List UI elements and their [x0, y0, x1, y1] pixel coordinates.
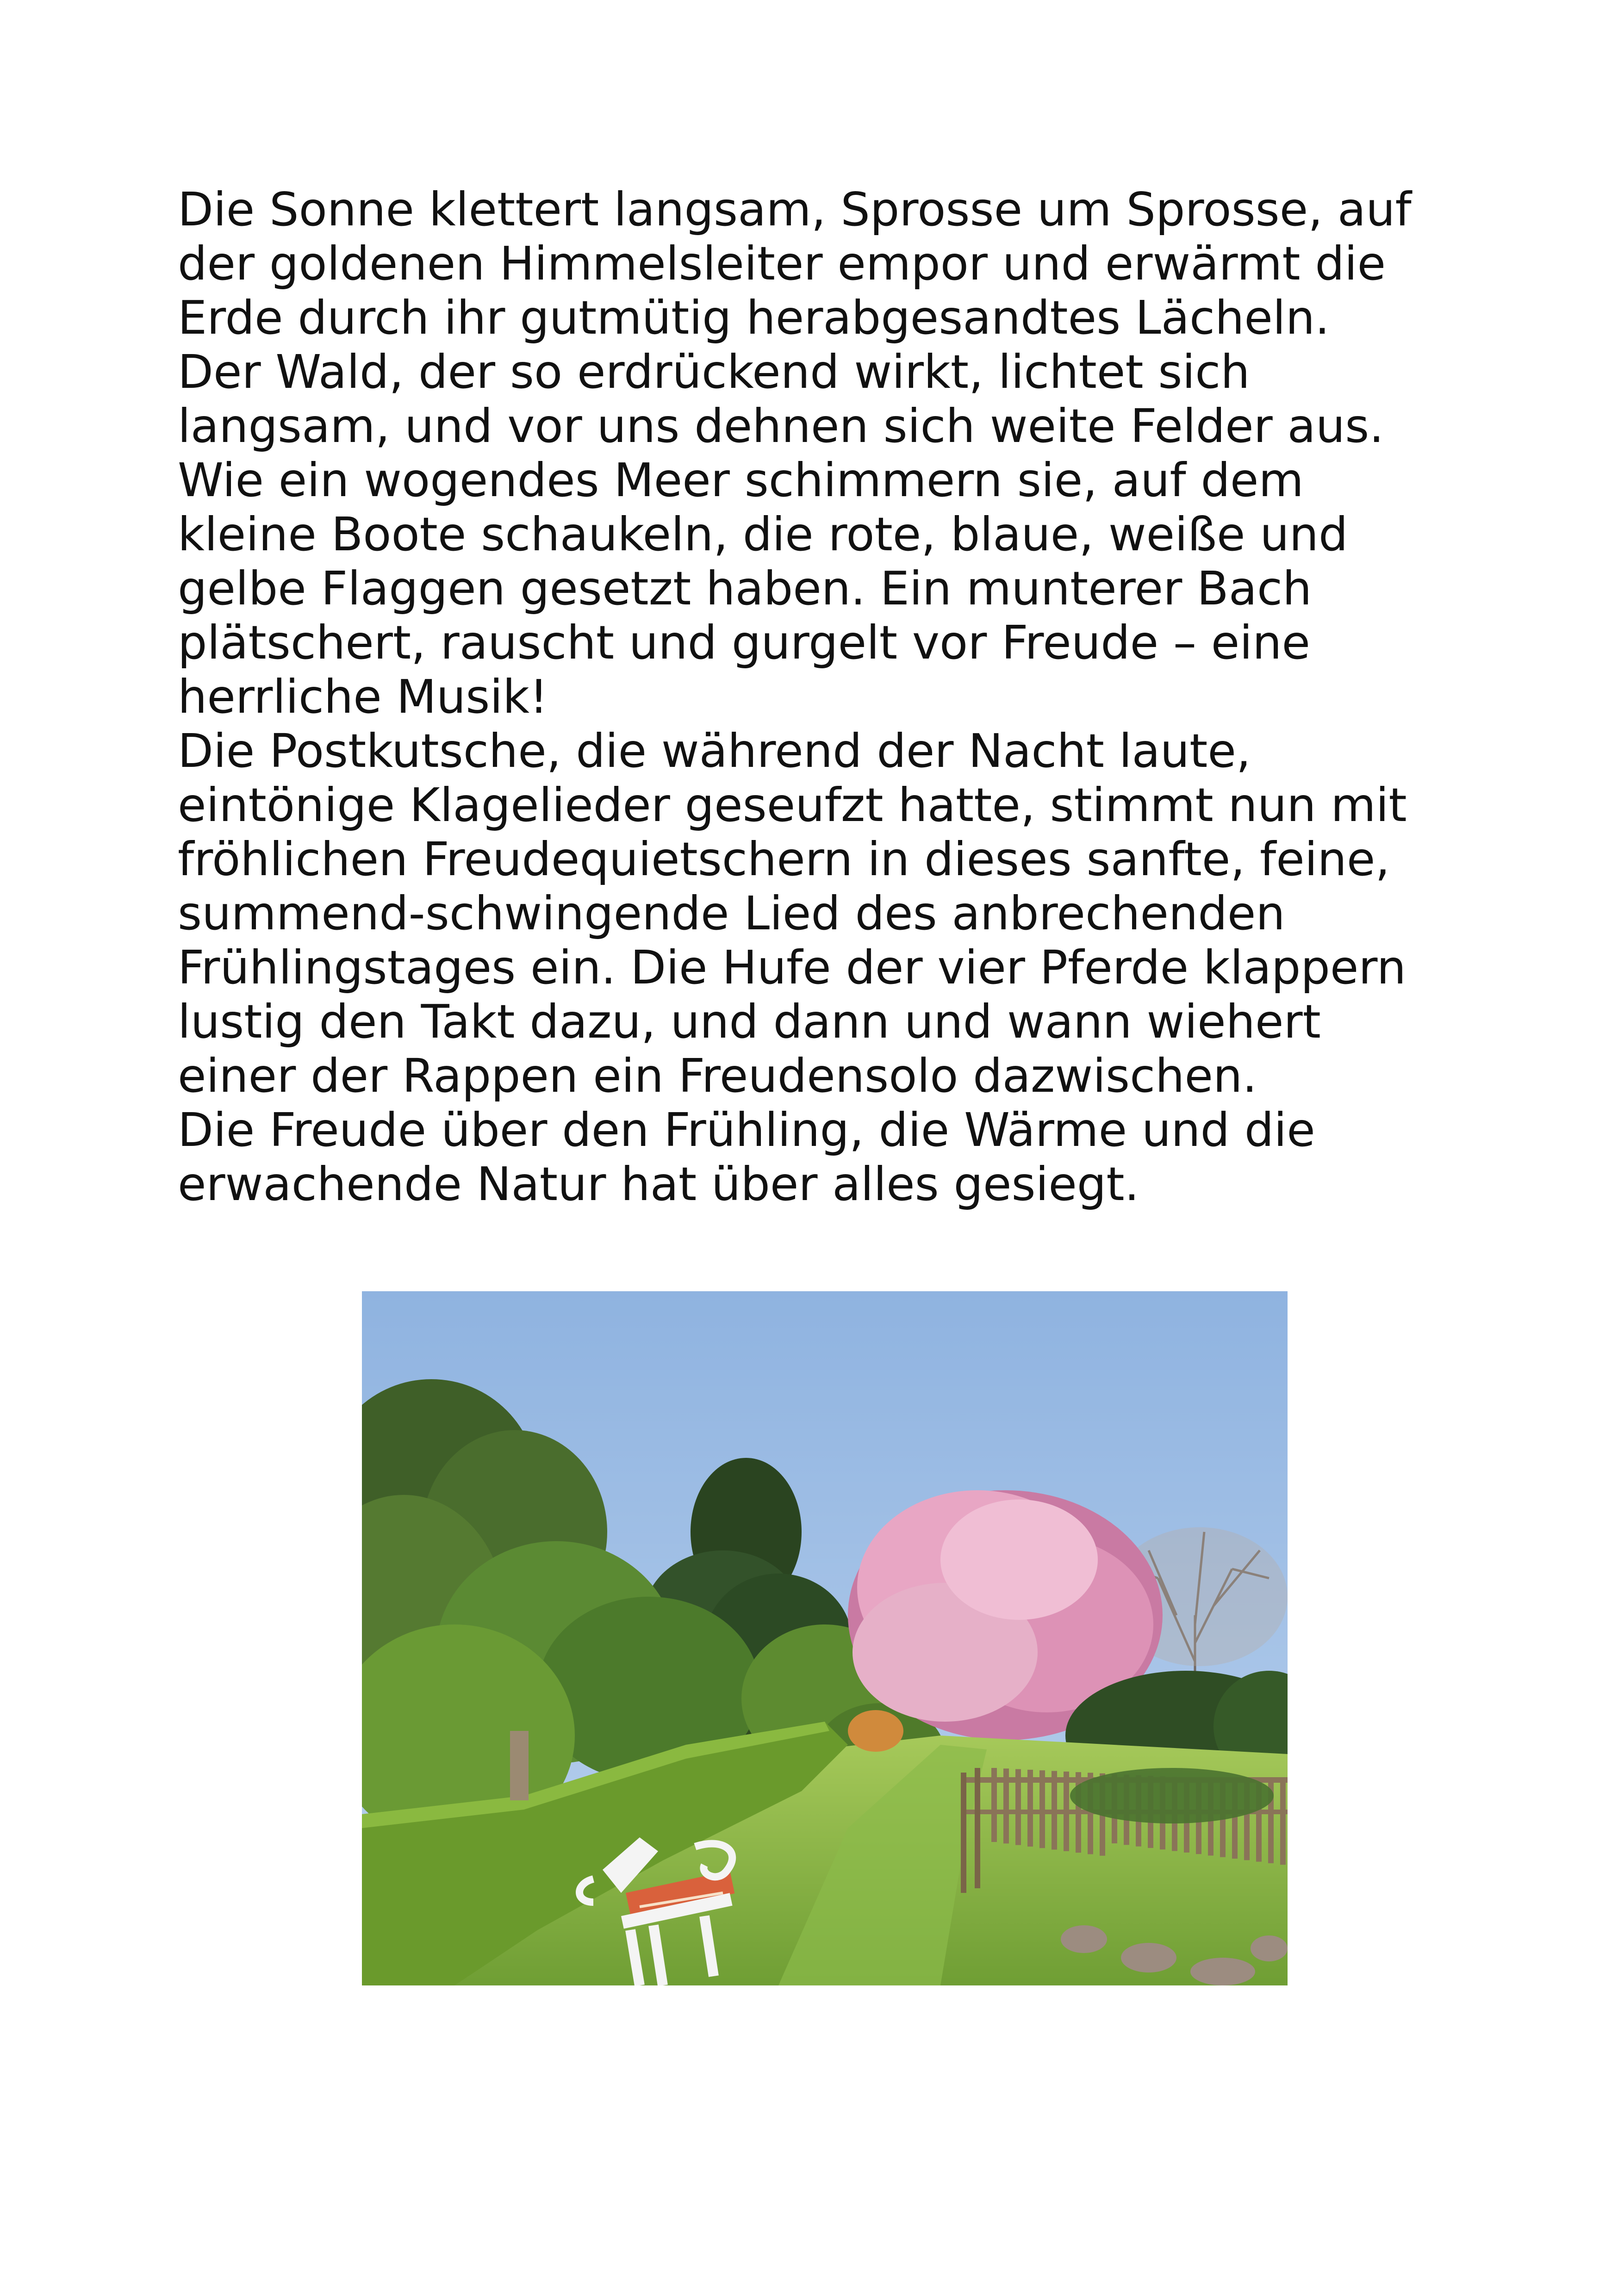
fence-picket: [1280, 1782, 1286, 1865]
text-line: eintönige Klagelieder geseufzt hatte, stimmt nun mit: [178, 778, 1407, 832]
fence-picket: [1015, 1769, 1021, 1845]
text-line: plätschert, rauscht und gurgelt vor Freude – eine: [178, 616, 1310, 670]
fence-picket: [1064, 1772, 1069, 1851]
text-line: Der Wald, der so erdrückend wirkt, lichtet sich: [178, 345, 1250, 399]
fence-picket: [1027, 1770, 1033, 1847]
fence-picket: [1039, 1770, 1045, 1848]
text-line: summend-schwingende Lied des anbrechenden: [178, 886, 1285, 940]
text-line: fröhlichen Freudequietschern in dieses sanfte, feine,: [178, 832, 1390, 886]
text-line: Die Postkutsche, die während der Nacht laute,: [178, 724, 1251, 778]
fence-picket: [991, 1768, 997, 1842]
text-line: erwachende Natur hat über alles gesiegt.: [178, 1157, 1139, 1211]
gate-post: [510, 1731, 529, 1800]
fence-picket: [1052, 1771, 1057, 1850]
text-line: der goldenen Himmelsleiter empor und erwärmt die: [178, 236, 1386, 291]
text-line: einer der Rappen ein Freudensolo dazwischen.: [178, 1049, 1257, 1103]
text-line: Die Sonne klettert langsam, Sprosse um Sprosse, auf: [178, 182, 1412, 236]
body-text: [178, 182, 1437, 1211]
fence-picket: [1003, 1768, 1009, 1843]
text-line: Wie ein wogendes Meer schimmern sie, auf dem: [178, 453, 1304, 507]
text-line: kleine Boote schaukeln, die rote, blaue, weiße und: [178, 507, 1348, 561]
text-line: langsam, und vor uns dehnen sich weite Felder aus.: [178, 399, 1384, 453]
text-line: Die Freude über den Frühling, die Wärme und die: [178, 1103, 1315, 1157]
garden-photo: [362, 1291, 1288, 1985]
flower-bush: [848, 1710, 903, 1752]
text-line: herrliche Musik!: [178, 670, 548, 724]
text-line: gelbe Flaggen gesetzt haben. Ein munterer Bach: [178, 561, 1312, 616]
text-line: Frühlingstages ein. Die Hufe der vier Pferde klappern: [178, 940, 1406, 995]
fenced-bed: [1070, 1768, 1274, 1823]
text-line: lustig den Takt dazu, und dann und wann wiehert: [178, 995, 1321, 1049]
text-line: Erde durch ihr gutmütig herabgesandtes Lächeln.: [178, 291, 1330, 345]
